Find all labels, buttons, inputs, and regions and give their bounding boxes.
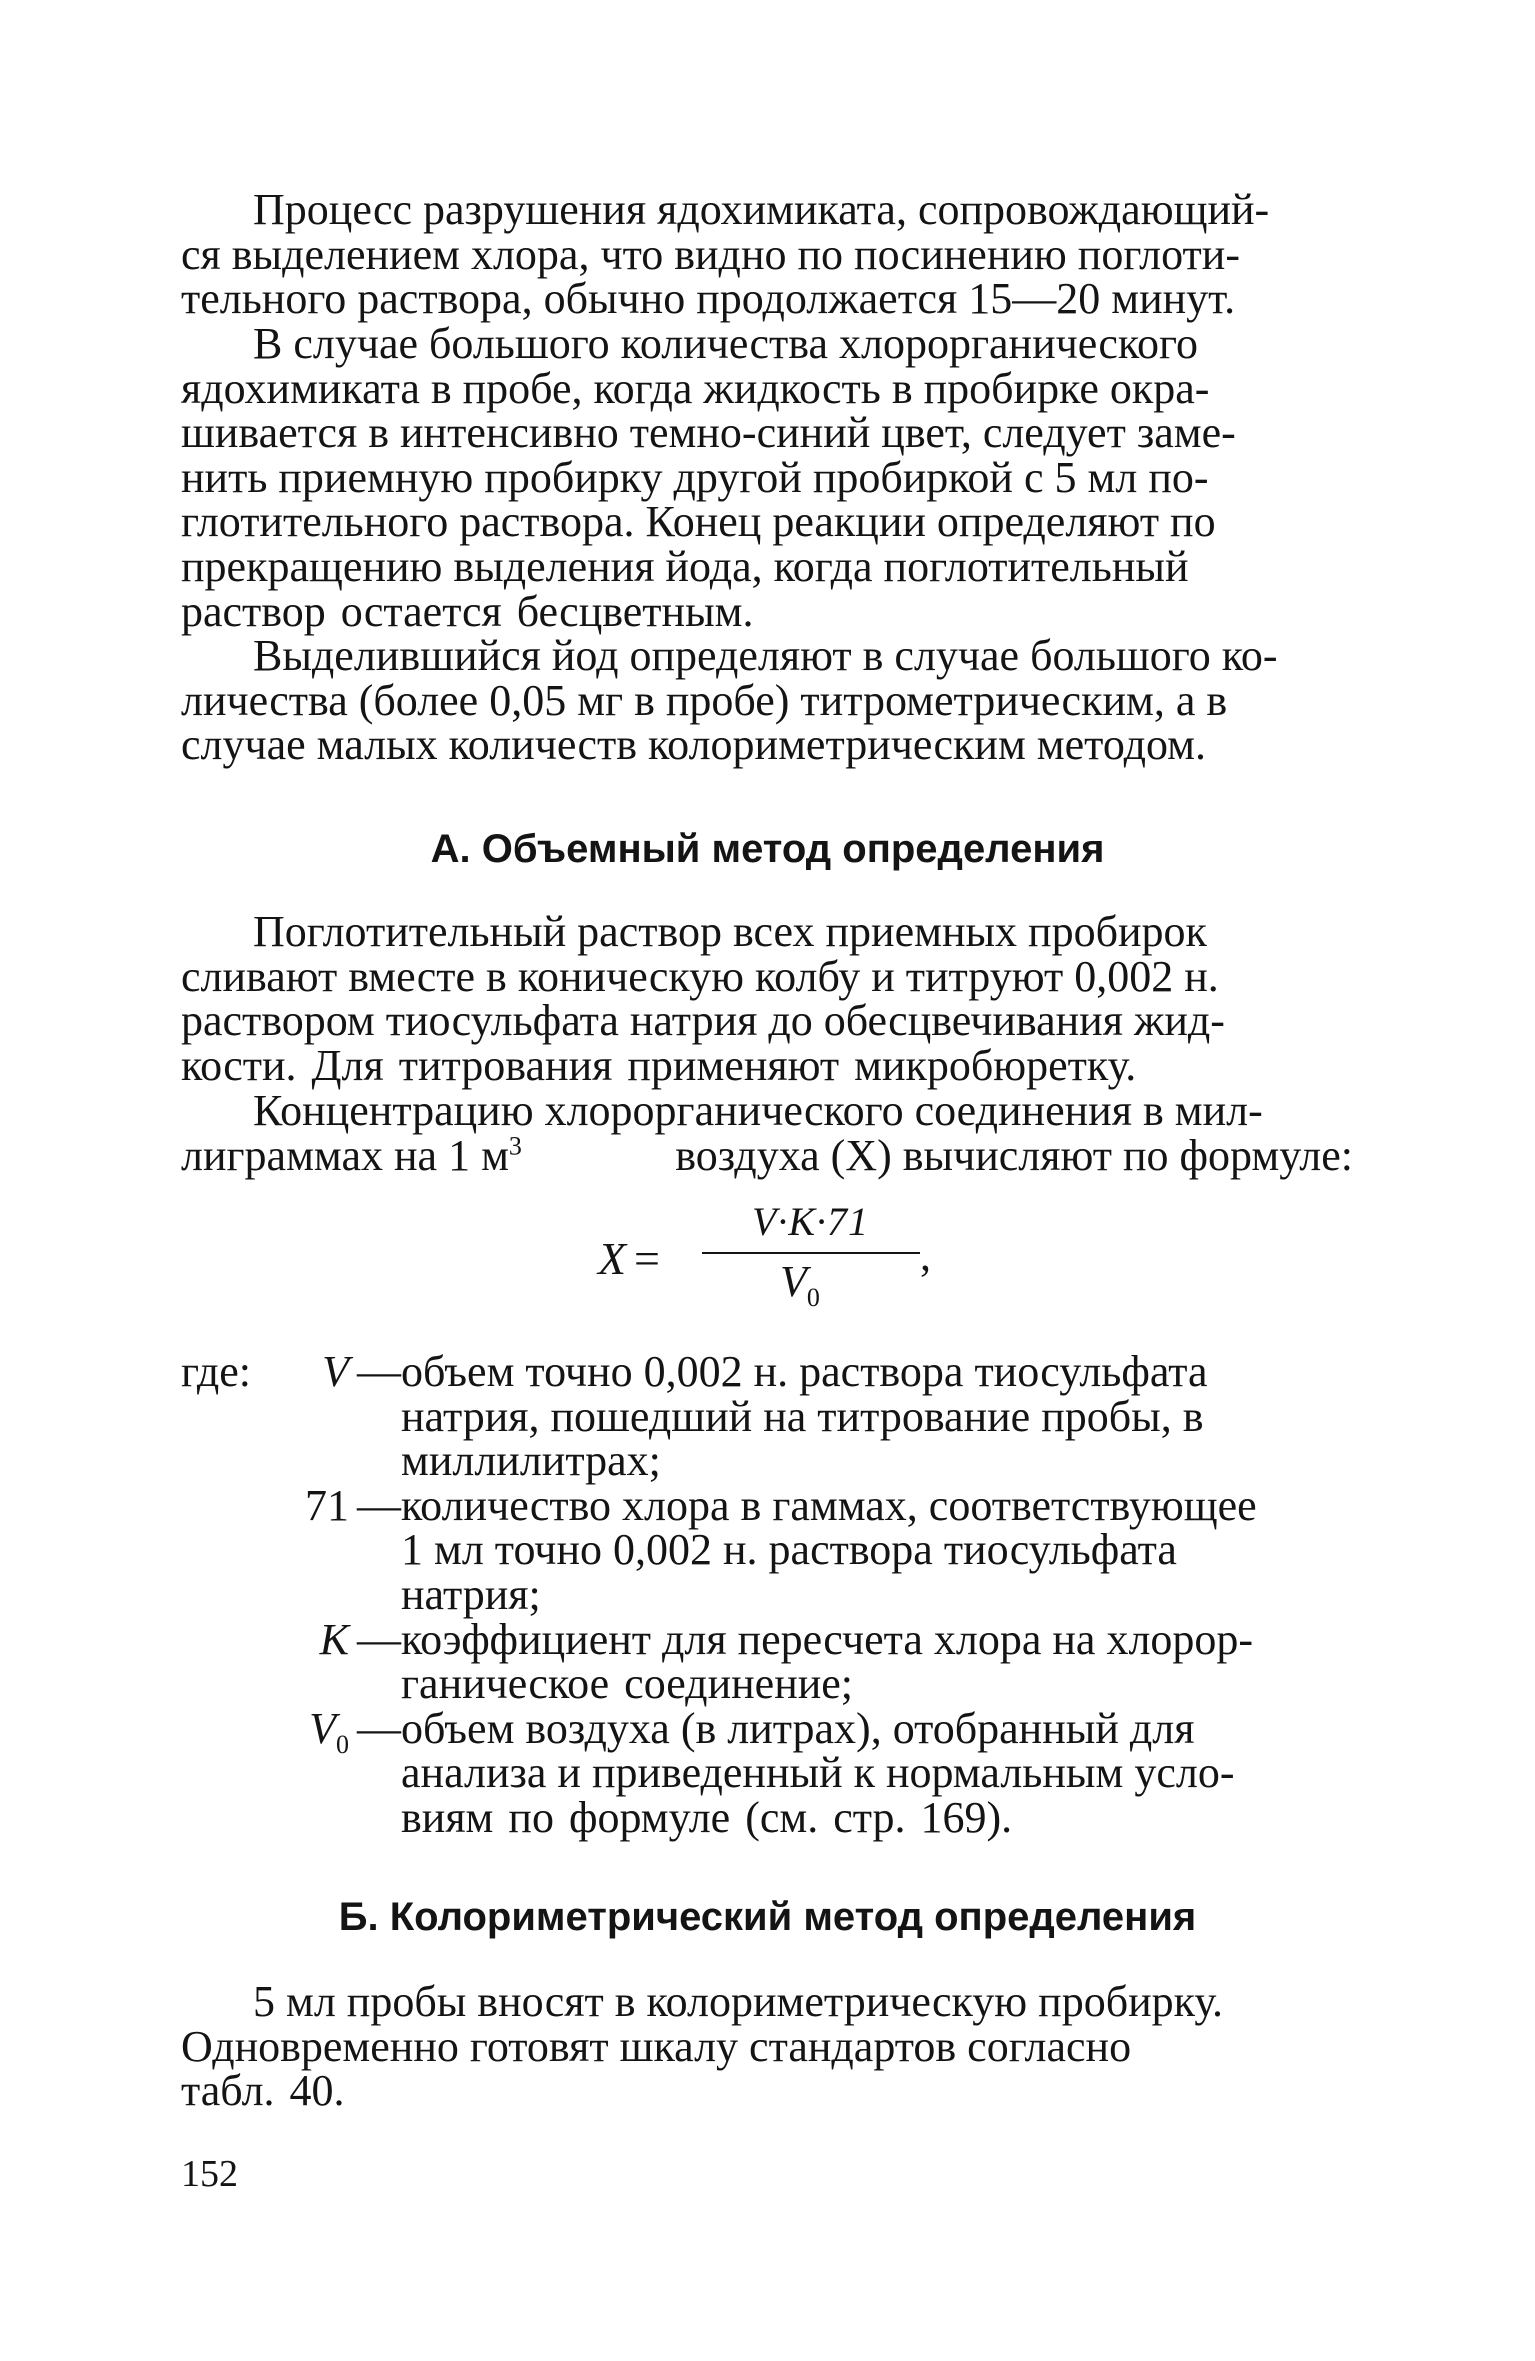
formula-numerator: V·K·71 (751, 1199, 870, 1244)
definition-row (181, 1792, 1353, 1842)
definition-label (181, 1480, 401, 1530)
definition-symbol (309, 1703, 349, 1759)
definition-row (181, 1480, 1353, 1530)
text-line: раствор остается бесцветным. (181, 586, 754, 636)
formula-denominator (780, 1256, 820, 1313)
section-heading-b: Б. Колориметрический метод определения (338, 1895, 1197, 1939)
definition-text: коэффициент для пересчета хлора на хлорор- (401, 1614, 1254, 1664)
paragraph-2 (181, 319, 1353, 636)
text-line: Поглотительный раствор всех приемных пробирок (253, 907, 1207, 956)
definition-row (181, 1436, 1353, 1486)
text-run (181, 1130, 522, 1180)
superscript: 3 (508, 1130, 522, 1160)
paragraph-5 (181, 1086, 1353, 1180)
definition-text: виям по формуле (см. стр. 169). (401, 1792, 1013, 1842)
definitions-list (181, 1347, 1353, 1842)
section-heading-a: А. Объемный метод определения (430, 827, 1105, 871)
definition-text: натрия; (401, 1569, 541, 1619)
definition-text: миллилитрах; (401, 1436, 661, 1486)
definition-text: ганическое соединение; (401, 1659, 854, 1709)
text-line: 5 мл пробы вносят в колориметрическую пробирку. (253, 1977, 1223, 2026)
text-line: личества (более 0,05 мг в пробе) титрометрическим, а в (181, 675, 1228, 725)
definition-row (181, 1569, 1353, 1619)
definition-lead: где: (181, 1347, 251, 1396)
denominator-symbol: V (780, 1257, 807, 1306)
text-line: нить приемную пробирку другой пробиркой с 5 мл по- (181, 452, 1209, 502)
paragraph-6 (181, 1977, 1353, 2116)
definition-row (181, 1347, 1353, 1396)
definition-dash: — (357, 1614, 401, 1664)
page-number: 152 (181, 2153, 238, 2195)
definition-row (181, 1614, 1353, 1664)
definition-symbol: K (319, 1614, 349, 1664)
definition-dash: — (357, 1480, 401, 1530)
definition-label (181, 1703, 401, 1759)
paragraph-4 (181, 907, 1353, 1090)
text-line: Процесс разрушения ядохимиката, сопровождающий- (253, 185, 1270, 234)
text-line: ся выделением хлора, что видно по посинению поглоти- (181, 229, 1240, 279)
definition-text: объем воздуха (в литрах), отобранный для (401, 1703, 1195, 1753)
text-line: табл. 40. (181, 2066, 345, 2116)
denominator-subscript: 0 (806, 1282, 820, 1312)
text-line: сливают вместе в коническую колбу и титруют 0,002 н. (181, 951, 1219, 1001)
text-line: раствором тиосульфата натрия до обесцвечивания жид- (181, 996, 1225, 1046)
definition-symbol: 71 (305, 1480, 349, 1530)
formula (598, 1198, 938, 1312)
definition-row (181, 1391, 1353, 1441)
formula-lhs: X (598, 1233, 627, 1284)
definition-row (181, 1659, 1353, 1709)
definition-symbol: V (322, 1347, 349, 1396)
symbol-subscript: 0 (336, 1729, 349, 1759)
definition-dash: — (357, 1347, 401, 1396)
definition-text: количество хлора в гаммах, соответствующее (401, 1480, 1257, 1530)
paragraph-1 (181, 185, 1353, 324)
text-line: Концентрацию хлорорганического соединения в мил- (253, 1086, 1263, 1135)
formula-comma: , (920, 1231, 931, 1280)
symbol-letter: V (309, 1703, 336, 1753)
definition-text: 1 мл точно 0,002 н. раствора тиосульфата (401, 1525, 1177, 1575)
definition-text: анализа и приведенный к нормальным усло- (401, 1748, 1235, 1798)
text-line: кости. Для титрования применяют микробюретку. (181, 1040, 1137, 1090)
text-line: Выделившийся йод определяют в случае большого ко- (253, 631, 1278, 680)
text-line: тельного раствора, обычно продолжается 15—20 минут. (181, 274, 1236, 324)
text-line: прекращению выделения йода, когда поглотительный (181, 541, 1189, 591)
text-line: глотительного раствора. Конец реакции определяют по (181, 497, 1216, 547)
text-line: случае малых количеств колориметрическим методом. (181, 720, 1206, 770)
text-run-before: лиграммах на 1 м (181, 1130, 509, 1180)
definition-label (181, 1614, 401, 1664)
definition-row (181, 1703, 1353, 1759)
text-line (181, 1130, 1353, 1180)
definition-dash: — (357, 1703, 401, 1753)
text-line: В случае большого количества хлорорганического (253, 319, 1198, 368)
formula-equals: = (634, 1233, 660, 1284)
fraction-bar (702, 1252, 920, 1254)
text-line: Одновременно готовят шкалу стандартов согласно (181, 2021, 1132, 2071)
definition-text: объем точно 0,002 н. раствора тиосульфата (401, 1347, 1208, 1396)
definition-row (181, 1525, 1353, 1575)
definition-label (181, 1347, 401, 1396)
text-run-after: воздуха (X) вычисляют по формуле: (675, 1130, 1353, 1180)
definition-row (181, 1748, 1353, 1798)
text-line: ядохимиката в пробе, когда жидкость в пробирке окра- (181, 363, 1210, 413)
definition-text: натрия, пошедший на титрование пробы, в (401, 1391, 1204, 1441)
paragraph-3 (181, 631, 1353, 770)
text-line: шивается в интенсивно темно-синий цвет, следует заме- (181, 408, 1236, 458)
